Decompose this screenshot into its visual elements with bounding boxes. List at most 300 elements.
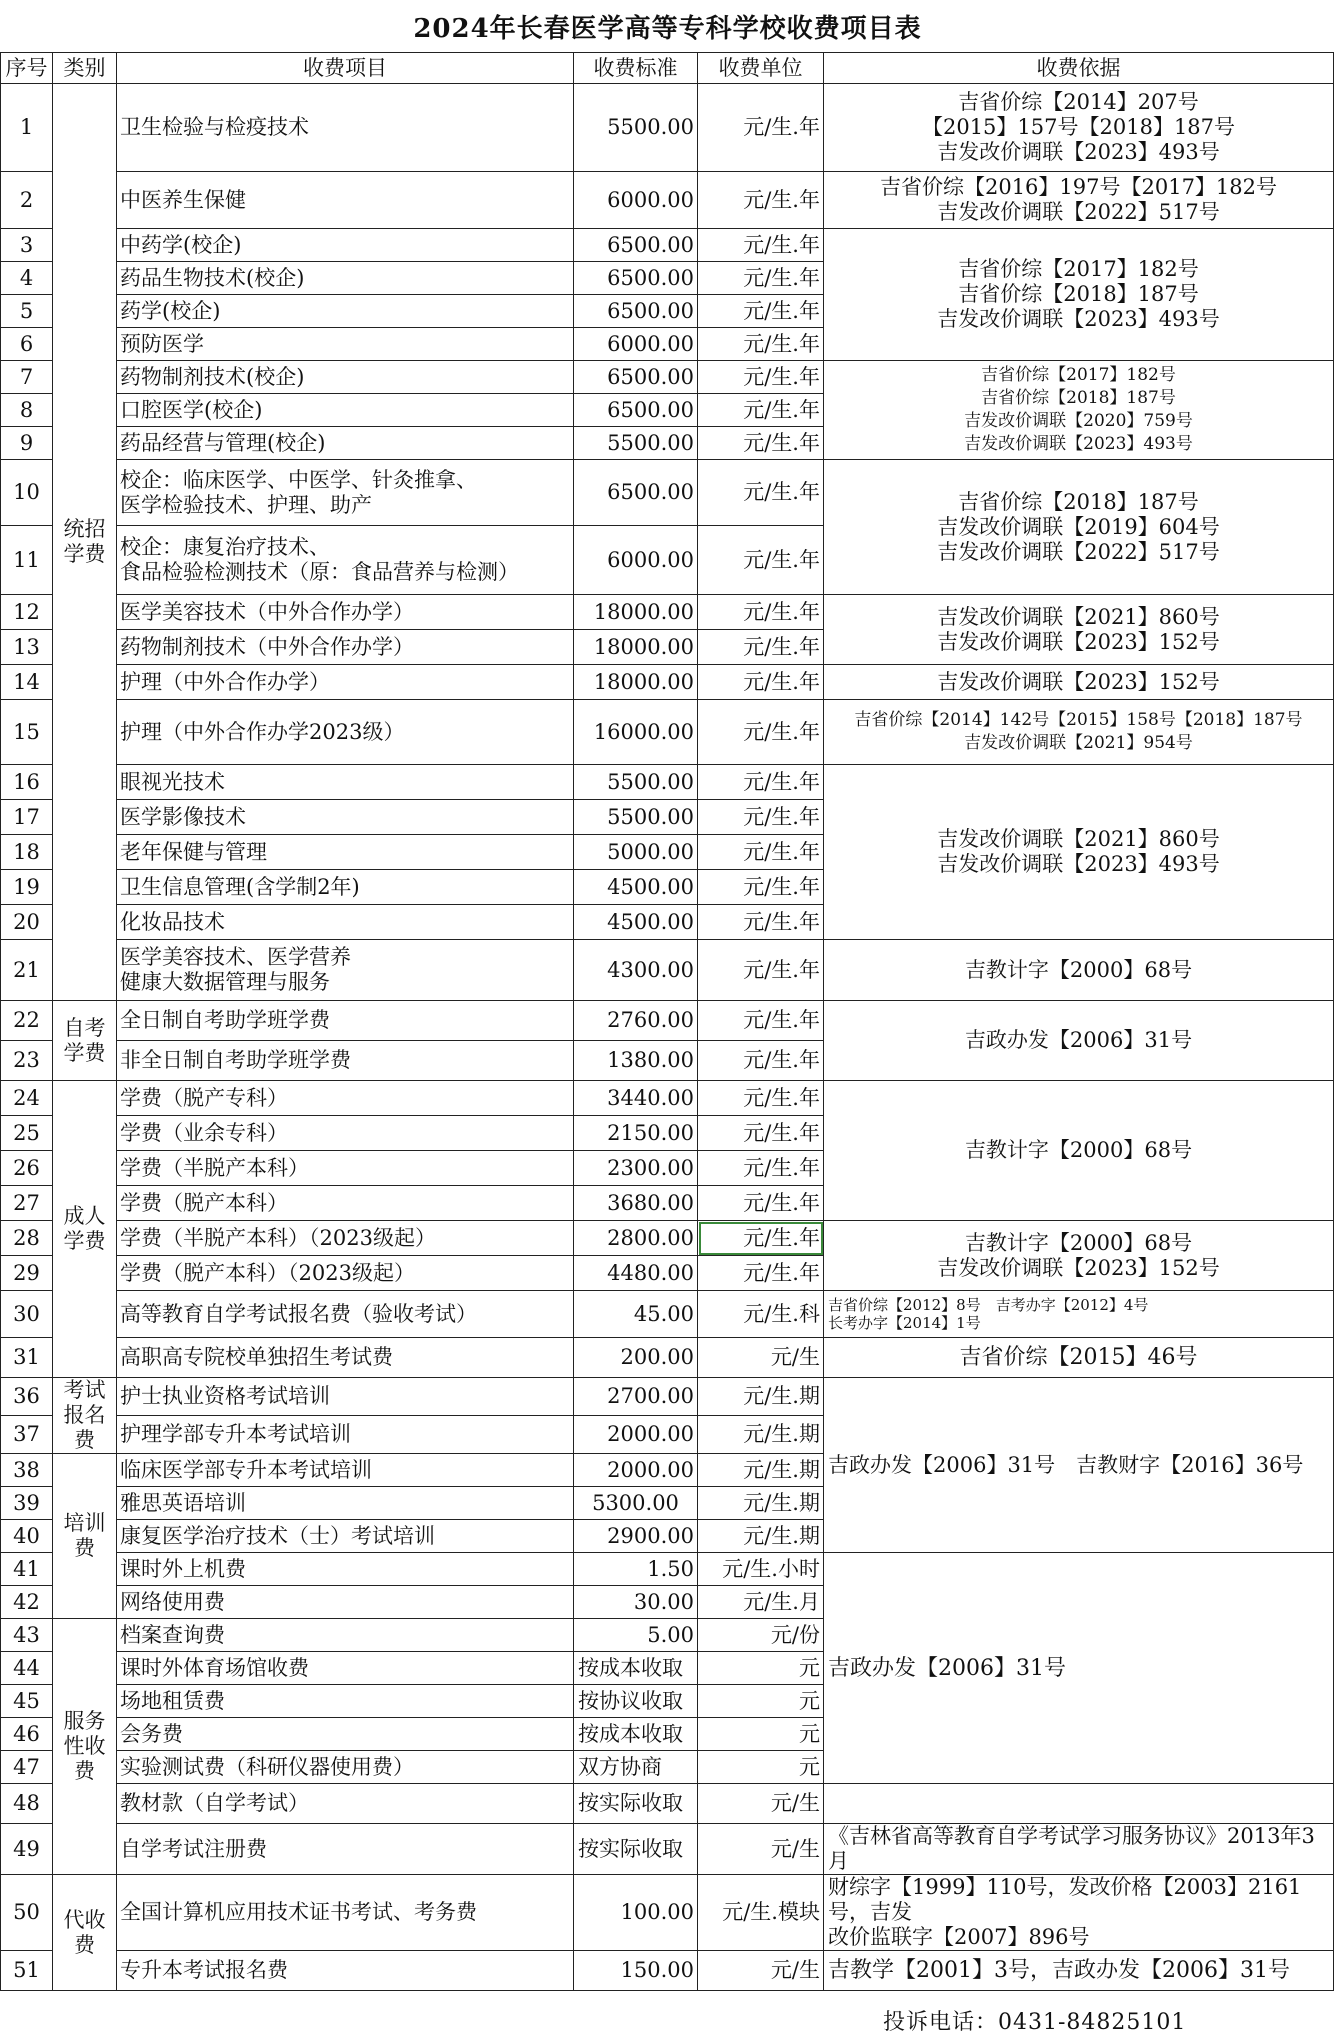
row-category	[53, 1454, 117, 1619]
row-standard: 2900.00	[574, 1520, 698, 1553]
text-line: 统招	[63, 517, 106, 541]
text-line: 吉发改价调联【2023】493号	[964, 434, 1193, 454]
row-unit: 元/生.年	[698, 595, 824, 630]
row-item: 高等教育自学考试报名费（验收考试）	[117, 1291, 574, 1338]
row-unit: 元/生.年	[698, 1041, 824, 1081]
row-basis	[824, 595, 1334, 665]
row-unit: 元/生.月	[698, 1586, 824, 1619]
row-unit: 元/生.年	[698, 328, 824, 361]
header-category: 类别	[53, 53, 117, 84]
row-seq: 15	[1, 700, 53, 765]
row-item: 学费（半脱产本科）（2023级起）	[117, 1221, 574, 1256]
fee-table	[0, 52, 1334, 1991]
row-standard: 按实际收取	[574, 1824, 698, 1875]
row-basis	[824, 460, 1334, 595]
text-line: 吉省价综【2012】8号 吉考办字【2012】4号	[828, 1296, 1149, 1314]
row-standard: 3440.00	[574, 1081, 698, 1116]
row-item	[117, 940, 574, 1001]
row-item: 医学影像技术	[117, 800, 574, 835]
row-item: 药物制剂技术(校企)	[117, 361, 574, 394]
text-line: 费	[74, 1536, 95, 1560]
row-basis	[824, 1824, 1334, 1875]
row-item: 护理学部专升本考试培训	[117, 1416, 574, 1454]
row-unit: 元/生	[698, 1338, 824, 1378]
row-seq: 31	[1, 1338, 53, 1378]
table-row	[1, 1001, 1334, 1041]
row-item: 网络使用费	[117, 1586, 574, 1619]
text-line: 费	[74, 1428, 95, 1452]
row-unit: 元	[698, 1718, 824, 1751]
row-seq: 4	[1, 262, 53, 295]
row-unit: 元/生.年	[698, 905, 824, 940]
row-unit: 元	[698, 1652, 824, 1685]
row-item: 医学美容技术（中外合作办学）	[117, 595, 574, 630]
row-standard: 2000.00	[574, 1454, 698, 1487]
table-row	[1, 1081, 1334, 1116]
row-seq: 22	[1, 1001, 53, 1041]
table-row	[1, 1951, 1334, 1991]
row-unit: 元/生.年	[698, 765, 824, 800]
text-line: 吉省价综【2018】187号	[958, 489, 1199, 514]
text-line: 吉发改价调联【2023】152号	[937, 1255, 1220, 1280]
header-unit: 收费单位	[698, 53, 824, 84]
row-seq: 38	[1, 1454, 53, 1487]
row-seq: 13	[1, 630, 53, 665]
row-seq: 6	[1, 328, 53, 361]
row-seq: 10	[1, 460, 53, 526]
row-item: 药物制剂技术（中外合作办学）	[117, 630, 574, 665]
row-standard: 18000.00	[574, 595, 698, 630]
row-item: 非全日制自考助学班学费	[117, 1041, 574, 1081]
table-row	[1, 1221, 1334, 1256]
row-unit: 元/生.年	[698, 229, 824, 262]
row-standard: 6000.00	[574, 526, 698, 595]
row-standard: 6500.00	[574, 460, 698, 526]
row-standard: 1.50	[574, 1553, 698, 1586]
text-line: 吉发改价调联【2023】493号	[937, 140, 1220, 164]
row-standard: 5500.00	[574, 765, 698, 800]
row-seq: 28	[1, 1221, 53, 1256]
row-seq: 25	[1, 1116, 53, 1151]
row-unit: 元/生.科	[698, 1291, 824, 1338]
row-item: 全国计算机应用技术证书考试、考务费	[117, 1875, 574, 1951]
header-standard: 收费标准	[574, 53, 698, 84]
row-item: 化妆品技术	[117, 905, 574, 940]
row-unit: 元/生.年	[698, 1081, 824, 1116]
row-standard: 18000.00	[574, 630, 698, 665]
row-basis	[824, 1875, 1334, 1951]
text-line: 吉省价综【2014】207号	[958, 90, 1199, 114]
row-basis	[824, 700, 1334, 765]
text-line: 自考	[63, 1015, 106, 1040]
page-title: 2024年长春医学高等专科学校收费项目表	[413, 14, 922, 44]
text-line: 吉教计字【2000】68号	[964, 1230, 1193, 1255]
text-line: 学费	[63, 1229, 106, 1253]
row-standard: 150.00	[574, 1951, 698, 1991]
row-standard: 4480.00	[574, 1256, 698, 1291]
row-category	[53, 1001, 117, 1081]
row-unit: 元/生.年	[698, 1001, 824, 1041]
text-line: 吉发改价调联【2022】517号	[937, 200, 1220, 224]
row-standard: 5500.00	[574, 84, 698, 172]
table-row	[1, 172, 1334, 229]
text-line: 吉政办发【2006】31号	[964, 1028, 1193, 1052]
row-unit: 元/生.年	[698, 262, 824, 295]
row-item: 药品生物技术(校企)	[117, 262, 574, 295]
row-seq: 46	[1, 1718, 53, 1751]
text-line: 吉发改价调联【2023】152号	[937, 669, 1220, 694]
row-standard: 4500.00	[574, 870, 698, 905]
row-unit: 元/生.年	[698, 460, 824, 526]
row-item: 学费（脱产专科）	[117, 1081, 574, 1116]
text-line: 费	[74, 1932, 95, 1957]
text-line: 吉发改价调联【2019】604号	[937, 514, 1220, 539]
row-standard: 3680.00	[574, 1186, 698, 1221]
row-item: 卫生信息管理(含学制2年)	[117, 870, 574, 905]
header-basis: 收费依据	[824, 53, 1334, 84]
row-unit: 元/生.年	[698, 394, 824, 427]
row-standard: 5500.00	[574, 800, 698, 835]
row-item: 全日制自考助学班学费	[117, 1001, 574, 1041]
row-standard: 双方协商	[574, 1751, 698, 1784]
row-unit: 元/生.期	[698, 1378, 824, 1416]
row-seq: 41	[1, 1553, 53, 1586]
row-item: 场地租赁费	[117, 1685, 574, 1718]
text-line: 成人	[63, 1204, 106, 1228]
row-category	[53, 1875, 117, 1991]
row-basis	[824, 361, 1334, 460]
row-item: 学费（脱产本科）	[117, 1186, 574, 1221]
row-unit: 元/生.年	[698, 361, 824, 394]
row-unit: 元/生.期	[698, 1454, 824, 1487]
row-item: 药品经营与管理(校企)	[117, 427, 574, 460]
row-unit: 元/生.年	[698, 427, 824, 460]
text-line: 性收	[63, 1734, 106, 1758]
text-line: 校企：临床医学、中医学、针灸推拿、	[120, 467, 477, 492]
row-standard: 18000.00	[574, 665, 698, 700]
row-unit: 元/生.期	[698, 1416, 824, 1454]
header-seq: 序号	[1, 53, 53, 84]
text-line: 学费	[63, 542, 106, 566]
row-unit: 元/生.年	[698, 1221, 824, 1256]
text-line: 吉教计字【2000】68号	[964, 1138, 1193, 1162]
text-line: 吉政办发【2006】31号 吉教财字【2016】36号	[828, 1452, 1304, 1477]
row-unit: 元/生.年	[698, 630, 824, 665]
row-unit: 元/生.年	[698, 526, 824, 595]
text-line: 吉省价综【2017】182号	[958, 257, 1199, 281]
row-item: 康复医学治疗技术（士）考试培训	[117, 1520, 574, 1553]
table-row	[1, 765, 1334, 800]
row-standard: 2300.00	[574, 1151, 698, 1186]
text-line: 吉省价综【2018】187号	[958, 282, 1199, 306]
row-item: 档案查询费	[117, 1619, 574, 1652]
row-standard: 6500.00	[574, 295, 698, 328]
row-seq: 48	[1, 1784, 53, 1824]
row-basis	[824, 665, 1334, 700]
row-unit: 元/生	[698, 1824, 824, 1875]
row-basis	[824, 1338, 1334, 1378]
row-unit: 元/生.年	[698, 1186, 824, 1221]
row-unit: 元/生.年	[698, 940, 824, 1001]
row-basis	[824, 765, 1334, 940]
row-standard: 6500.00	[574, 229, 698, 262]
row-seq: 1	[1, 84, 53, 172]
row-seq: 24	[1, 1081, 53, 1116]
text-line: 学费	[63, 1040, 106, 1065]
row-unit: 元/生.小时	[698, 1553, 824, 1586]
row-item: 会务费	[117, 1718, 574, 1751]
text-line: 吉省价综【2016】197号【2017】182号	[879, 175, 1278, 199]
table-row	[1, 1824, 1334, 1875]
text-line: 吉政办发【2006】31号	[828, 1655, 1066, 1681]
text-line: 食品检验检测技术（原：食品营养与检测）	[120, 560, 519, 584]
row-item: 口腔医学(校企)	[117, 394, 574, 427]
row-item: 学费（脱产本科）（2023级起）	[117, 1256, 574, 1291]
text-line: 医学检验技术、护理、助产	[120, 492, 372, 517]
row-item: 自学考试注册费	[117, 1824, 574, 1875]
row-item: 教材款（自学考试）	[117, 1784, 574, 1824]
text-line: 《吉林省高等教育自学考试学习服务协议》2013年3月	[828, 1824, 1315, 1873]
row-unit: 元/生.期	[698, 1520, 824, 1553]
row-basis	[824, 1221, 1334, 1291]
row-basis	[824, 1291, 1334, 1338]
row-item: 课时外上机费	[117, 1553, 574, 1586]
row-item: 护理（中外合作办学）	[117, 665, 574, 700]
row-seq: 16	[1, 765, 53, 800]
row-basis	[824, 172, 1334, 229]
row-seq: 17	[1, 800, 53, 835]
row-item	[117, 460, 574, 526]
text-line: 吉发改价调联【2023】152号	[937, 629, 1220, 654]
row-unit: 元/生.年	[698, 700, 824, 765]
row-category	[53, 1619, 117, 1875]
text-line: 吉省价综【2014】142号【2015】158号【2018】187号	[854, 710, 1303, 730]
row-unit: 元/生.年	[698, 1151, 824, 1186]
row-item: 临床医学部专升本考试培训	[117, 1454, 574, 1487]
row-unit: 元/生.年	[698, 172, 824, 229]
table-row	[1, 700, 1334, 765]
row-basis	[824, 84, 1334, 172]
row-seq: 3	[1, 229, 53, 262]
row-standard: 6500.00	[574, 394, 698, 427]
row-item: 中药学(校企)	[117, 229, 574, 262]
row-standard: 45.00	[574, 1291, 698, 1338]
row-item: 高职高专院校单独招生考试费	[117, 1338, 574, 1378]
row-seq: 11	[1, 526, 53, 595]
text-line: 长考办字【2014】1号	[828, 1314, 981, 1332]
table-row	[1, 940, 1334, 1001]
row-seq: 37	[1, 1416, 53, 1454]
row-unit: 元/生	[698, 1784, 824, 1824]
text-line: 校企：康复治疗技术、	[120, 535, 330, 559]
row-unit: 元/生.年	[698, 835, 824, 870]
row-seq: 19	[1, 870, 53, 905]
row-seq: 27	[1, 1186, 53, 1221]
row-standard: 5500.00	[574, 427, 698, 460]
row-seq: 20	[1, 905, 53, 940]
text-line: 健康大数据管理与服务	[120, 970, 330, 994]
row-standard: 16000.00	[574, 700, 698, 765]
text-line: 吉发改价调联【2021】954号	[964, 733, 1193, 753]
row-standard: 2150.00	[574, 1116, 698, 1151]
row-item	[117, 526, 574, 595]
row-seq: 23	[1, 1041, 53, 1081]
row-unit: 元/生.模块	[698, 1875, 824, 1951]
row-seq: 47	[1, 1751, 53, 1784]
row-standard: 按成本收取	[574, 1718, 698, 1751]
row-standard: 按实际收取	[574, 1784, 698, 1824]
table-row	[1, 595, 1334, 630]
row-seq: 14	[1, 665, 53, 700]
row-basis	[824, 1553, 1334, 1784]
row-standard: 6500.00	[574, 262, 698, 295]
row-standard: 6500.00	[574, 361, 698, 394]
table-row	[1, 1553, 1334, 1586]
text-line: 吉发改价调联【2022】517号	[937, 539, 1220, 564]
table-row	[1, 361, 1334, 394]
text-line: 吉发改价调联【2021】860号	[937, 827, 1220, 851]
row-seq: 39	[1, 1487, 53, 1520]
row-seq: 8	[1, 394, 53, 427]
row-basis	[824, 1951, 1334, 1991]
text-line: 考试	[63, 1378, 106, 1402]
row-unit: 元/生.年	[698, 295, 824, 328]
row-unit: 元	[698, 1751, 824, 1784]
row-basis	[824, 940, 1334, 1001]
text-line: 吉发改价调联【2021】860号	[937, 604, 1220, 629]
text-line: 报名	[63, 1403, 106, 1427]
row-category	[53, 84, 117, 1001]
row-unit: 元/生.年	[698, 1256, 824, 1291]
text-line: 财综字【1999】110号，发改价格【2003】2161号，吉发	[828, 1875, 1302, 1924]
text-line: 吉发改价调联【2023】493号	[937, 307, 1220, 331]
row-unit: 元/份	[698, 1619, 824, 1652]
row-seq: 44	[1, 1652, 53, 1685]
row-seq: 36	[1, 1378, 53, 1416]
row-seq: 18	[1, 835, 53, 870]
text-line: 医学美容技术、医学营养	[120, 945, 351, 969]
row-standard: 6000.00	[574, 328, 698, 361]
row-item: 雅思英语培训	[117, 1487, 574, 1520]
row-standard: 2800.00	[574, 1221, 698, 1256]
row-unit: 元	[698, 1685, 824, 1718]
text-line: 费	[74, 1759, 95, 1783]
header-item: 收费项目	[117, 53, 574, 84]
row-basis	[824, 1001, 1334, 1081]
text-line: 吉教学【2001】3号，吉政办发【2006】31号	[828, 1958, 1290, 1983]
row-seq: 12	[1, 595, 53, 630]
text-line: 吉省价综【2018】187号	[981, 388, 1176, 408]
row-standard: 4500.00	[574, 905, 698, 940]
row-item: 学费（半脱产本科）	[117, 1151, 574, 1186]
row-item: 卫生检验与检疫技术	[117, 84, 574, 172]
row-item: 专升本考试报名费	[117, 1951, 574, 1991]
row-basis	[824, 229, 1334, 361]
row-item: 药学(校企)	[117, 295, 574, 328]
row-item: 预防医学	[117, 328, 574, 361]
row-seq: 40	[1, 1520, 53, 1553]
row-unit: 元/生.年	[698, 1116, 824, 1151]
row-seq: 42	[1, 1586, 53, 1619]
row-seq: 30	[1, 1291, 53, 1338]
row-category	[53, 1378, 117, 1454]
text-line: 吉教计字【2000】68号	[964, 957, 1193, 982]
row-seq: 49	[1, 1824, 53, 1875]
row-item: 课时外体育场馆收费	[117, 1652, 574, 1685]
row-standard: 2700.00	[574, 1378, 698, 1416]
row-standard: 200.00	[574, 1338, 698, 1378]
row-standard: 6000.00	[574, 172, 698, 229]
row-seq: 21	[1, 940, 53, 1001]
row-item: 眼视光技术	[117, 765, 574, 800]
row-item: 学费（业余专科）	[117, 1116, 574, 1151]
row-standard: 4300.00	[574, 940, 698, 1001]
row-category	[53, 1081, 117, 1378]
row-item: 实验测试费（科研仪器使用费）	[117, 1751, 574, 1784]
row-seq: 7	[1, 361, 53, 394]
text-line: 吉省价综【2017】182号	[981, 365, 1176, 385]
row-seq: 2	[1, 172, 53, 229]
complaint-phone: 投诉电话：0431-84825101	[883, 2010, 1187, 2035]
text-line: 吉发改价调联【2020】759号	[964, 411, 1193, 431]
row-basis	[824, 1378, 1334, 1553]
row-unit: 元/生.年	[698, 665, 824, 700]
row-standard: 2000.00	[574, 1416, 698, 1454]
row-unit: 元/生.年	[698, 870, 824, 905]
row-seq: 29	[1, 1256, 53, 1291]
row-basis	[824, 1784, 1334, 1824]
row-standard: 5.00	[574, 1619, 698, 1652]
row-standard: 按协议收取	[574, 1685, 698, 1718]
text-line: 吉省价综【2015】46号	[959, 1345, 1198, 1370]
row-standard: 5000.00	[574, 835, 698, 870]
table-row	[1, 665, 1334, 700]
text-line: 【2015】157号【2018】187号	[921, 115, 1236, 139]
row-item: 护士执业资格考试培训	[117, 1378, 574, 1416]
row-standard: 1380.00	[574, 1041, 698, 1081]
row-seq: 9	[1, 427, 53, 460]
table-row	[1, 1784, 1334, 1824]
table-row	[1, 1875, 1334, 1951]
table-row	[1, 460, 1334, 526]
table-header-row	[1, 53, 1334, 84]
table-row	[1, 84, 1334, 172]
row-seq: 5	[1, 295, 53, 328]
row-unit: 元/生.期	[698, 1487, 824, 1520]
row-unit: 元/生.年	[698, 84, 824, 172]
row-standard: 按成本收取	[574, 1652, 698, 1685]
text-line: 培训	[63, 1511, 106, 1535]
row-item: 中医养生保健	[117, 172, 574, 229]
table-row	[1, 1338, 1334, 1378]
row-unit: 元/生	[698, 1951, 824, 1991]
text-line: 代收	[63, 1907, 106, 1932]
row-item: 老年保健与管理	[117, 835, 574, 870]
row-basis	[824, 1081, 1334, 1221]
row-seq: 50	[1, 1875, 53, 1951]
row-seq: 45	[1, 1685, 53, 1718]
row-seq: 43	[1, 1619, 53, 1652]
row-unit: 元/生.年	[698, 800, 824, 835]
table-row	[1, 1291, 1334, 1338]
row-standard: 5300.00	[574, 1487, 698, 1520]
row-seq: 26	[1, 1151, 53, 1186]
row-item: 护理（中外合作办学2023级）	[117, 700, 574, 765]
text-line: 服务	[63, 1709, 106, 1733]
row-seq: 51	[1, 1951, 53, 1991]
table-row	[1, 1378, 1334, 1416]
text-line: 吉发改价调联【2023】493号	[937, 852, 1220, 876]
